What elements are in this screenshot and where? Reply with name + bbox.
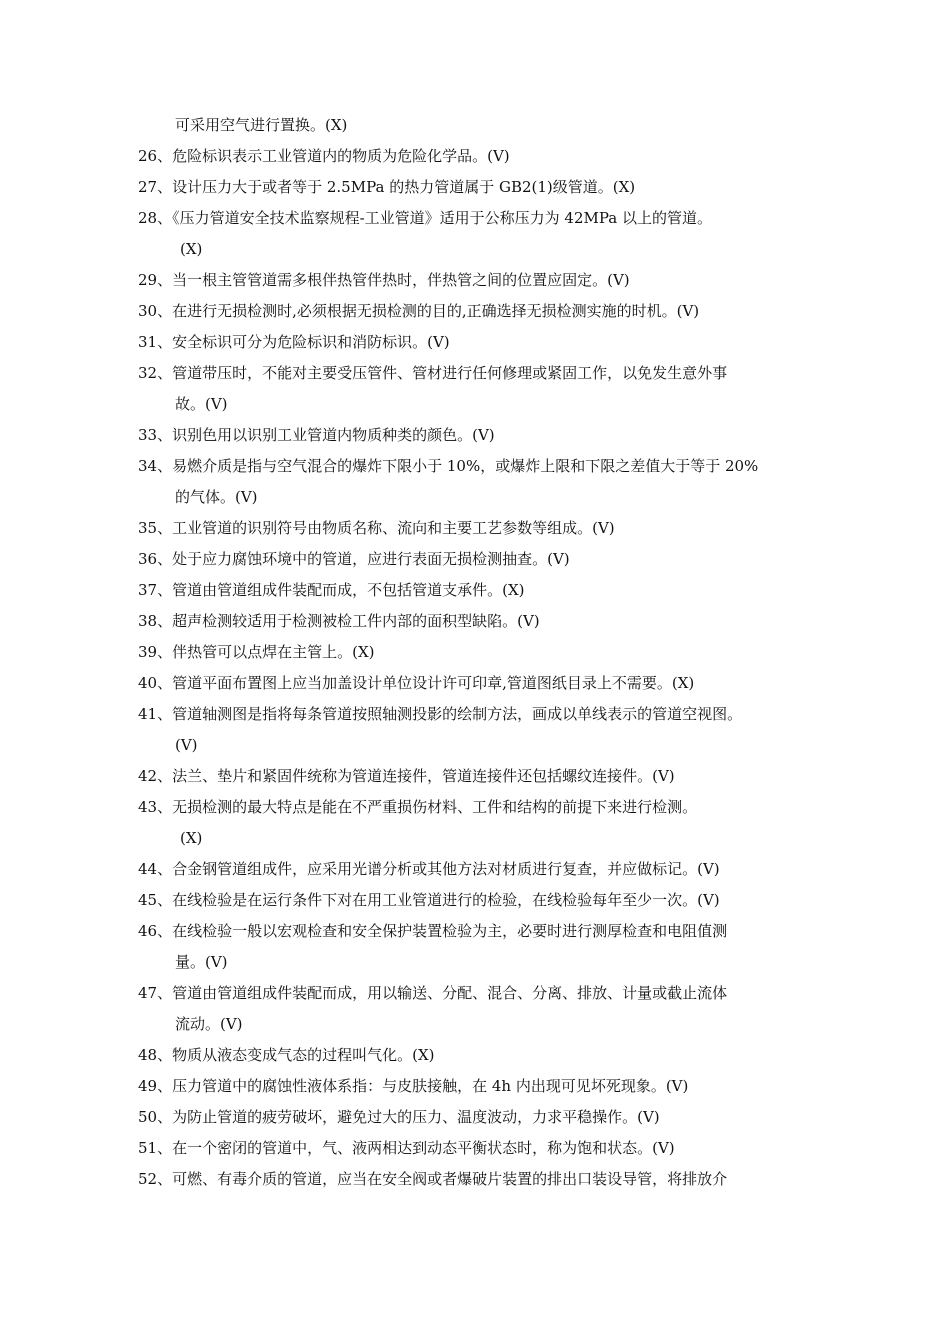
text-line: 40、管道平面布置图上应当加盖设计单位设计许可印章,管道图纸目录上不需要。(X)	[138, 674, 695, 692]
text-line: 49、压力管道中的腐蚀性液体系指：与皮肤接触，在 4h 内出现可见坏死现象。(V)	[138, 1077, 689, 1095]
text-line: 41、管道轴测图是指将每条管道按照轴测投影的绘制方法，画成以单线表示的管道空视图。	[138, 705, 743, 723]
text-line: 流动。(V)	[175, 1015, 243, 1033]
text-line: 29、当一根主管管道需多根伴热管伴热时，伴热管之间的位置应固定。(V)	[138, 271, 630, 289]
text-line: 可采用空气进行置换。(X)	[175, 116, 348, 134]
text-line: 43、无损检测的最大特点是能在不严重损伤材料、工件和结构的前提下来进行检测。	[138, 798, 698, 816]
text-line: 33、识别色用以识别工业管道内物质种类的颜色。(V)	[138, 426, 495, 444]
text-line: 35、工业管道的识别符号由物质名称、流向和主要工艺参数等组成。(V)	[138, 519, 615, 537]
text-line: 26、危险标识表示工业管道内的物质为危险化学品。(V)	[138, 147, 510, 165]
text-line: 32、管道带压时，不能对主要受压管件、管材进行任何修理或紧固工作，以免发生意外事	[138, 364, 728, 382]
text-line: 38、超声检测较适用于检测被检工件内部的面积型缺陷。(V)	[138, 612, 540, 630]
text-line: 量。(V)	[175, 953, 228, 971]
text-line: 42、法兰、垫片和紧固件统称为管道连接件，管道连接件还包括螺纹连接件。(V)	[138, 767, 675, 785]
text-line: 46、在线检验一般以宏观检查和安全保护装置检验为主，必要时进行测厚检查和电阻值测	[138, 922, 728, 940]
text-line: (X)	[180, 829, 203, 847]
text-line: 44、合金钢管道组成件，应采用光谱分析或其他方法对材质进行复查，并应做标记。(V)	[138, 860, 720, 878]
text-line: (V)	[175, 736, 198, 754]
text-line: (X)	[180, 240, 203, 258]
text-line: 45、在线检验是在运行条件下对在用工业管道进行的检验，在线检验每年至少一次。(V)	[138, 891, 720, 909]
text-line: 48、物质从液态变成气态的过程叫气化。(X)	[138, 1046, 435, 1064]
text-line: 50、为防止管道的疲劳破坏，避免过大的压力、温度波动，力求平稳操作。(V)	[138, 1108, 660, 1126]
text-line: 34、易燃介质是指与空气混合的爆炸下限小于 10%，或爆炸上限和下限之差值大于等于 20%	[138, 457, 759, 475]
text-line: 39、伴热管可以点焊在主管上。(X)	[138, 643, 375, 661]
question-list	[138, 110, 828, 1195]
text-line: 的气体。(V)	[175, 488, 258, 506]
text-line: 31、安全标识可分为危险标识和消防标识。(V)	[138, 333, 450, 351]
text-line: 30、在进行无损检测时,必须根据无损检测的目的,正确选择无损检测实施的时机。(V)	[138, 302, 700, 320]
text-line: 36、处于应力腐蚀环境中的管道，应进行表面无损检测抽查。(V)	[138, 550, 570, 568]
text-line: 故。(V)	[175, 395, 228, 413]
text-line: 52、可燃、有毒介质的管道，应当在安全阀或者爆破片装置的排出口装设导管，将排放介	[138, 1170, 728, 1188]
text-line: 28、《压力管道安全技术监察规程-工业管道》适用于公称压力为 42MPa 以上的管道。	[138, 209, 713, 227]
text-line: 47、管道由管道组成件装配而成，用以输送、分配、混合、分离、排放、计量或截止流体	[138, 984, 728, 1002]
text-line: 27、设计压力大于或者等于 2.5MPa 的热力管道属于 GB2(1)级管道。(X)	[138, 178, 636, 196]
text-line: 51、在一个密闭的管道中，气、液两相达到动态平衡状态时，称为饱和状态。(V)	[138, 1139, 675, 1157]
text-line: 37、管道由管道组成件装配而成，不包括管道支承件。(X)	[138, 581, 525, 599]
